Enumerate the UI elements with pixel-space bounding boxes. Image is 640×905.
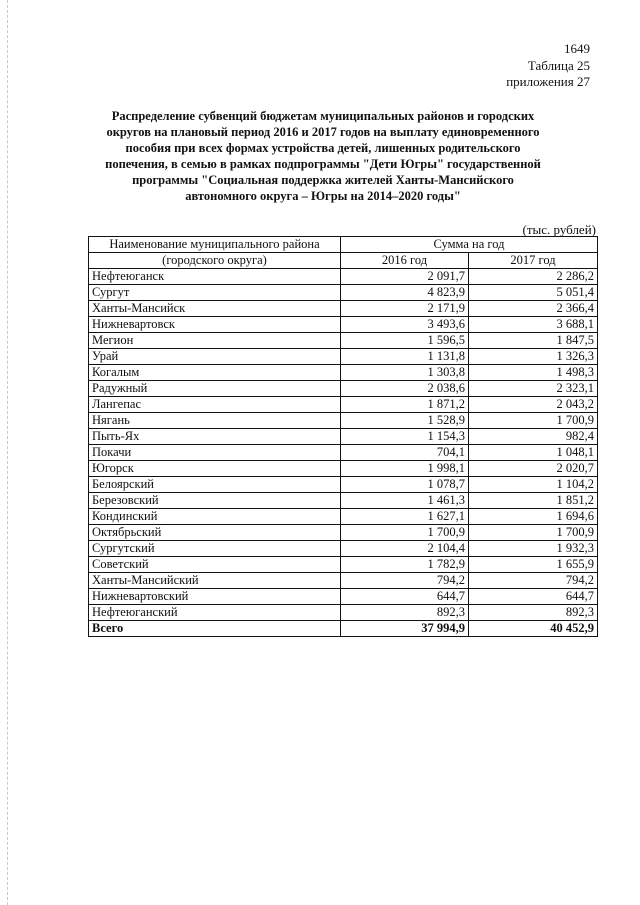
cell-name: Нефтеюганск (89, 269, 341, 285)
cell-2016: 3 493,6 (341, 317, 469, 333)
cell-name: Кондинский (89, 509, 341, 525)
cell-2017: 2 020,7 (469, 461, 598, 477)
column-header-2016: 2016 год (341, 253, 469, 269)
total-2016: 37 994,9 (341, 621, 469, 637)
table-row (89, 525, 598, 541)
table-row (89, 541, 598, 557)
table-row (89, 301, 598, 317)
cell-2016: 2 091,7 (341, 269, 469, 285)
table-row (89, 605, 598, 621)
cell-2017: 3 688,1 (469, 317, 598, 333)
cell-name: Березовский (89, 493, 341, 509)
cell-name: Пыть-Ях (89, 429, 341, 445)
table-reference (506, 58, 590, 90)
cell-2017: 1 694,6 (469, 509, 598, 525)
cell-name: Белоярский (89, 477, 341, 493)
cell-name: Лангепас (89, 397, 341, 413)
table-label: Таблица 25 (527, 58, 590, 73)
cell-name: Мегион (89, 333, 341, 349)
cell-name: Нижневартовск (89, 317, 341, 333)
cell-2016: 4 823,9 (341, 285, 469, 301)
document-title (88, 108, 558, 204)
title-line: округов на плановый период 2016 и 2017 годов на выплату единовременного (106, 125, 540, 139)
cell-2016: 892,3 (341, 605, 469, 621)
cell-name: Сургутский (89, 541, 341, 557)
table-row (89, 493, 598, 509)
cell-2017: 1 498,3 (469, 365, 598, 381)
cell-2017: 1 048,1 (469, 445, 598, 461)
table-row (89, 573, 598, 589)
cell-2017: 644,7 (469, 589, 598, 605)
table-row (89, 317, 598, 333)
cell-name: Урай (89, 349, 341, 365)
cell-2016: 1 782,9 (341, 557, 469, 573)
table-row (89, 589, 598, 605)
cell-2016: 794,2 (341, 573, 469, 589)
cell-2017: 1 700,9 (469, 525, 598, 541)
page-number: 1649 (564, 41, 590, 56)
cell-name: Югорск (89, 461, 341, 477)
cell-name: Октябрьский (89, 525, 341, 541)
cell-2017: 2 366,4 (469, 301, 598, 317)
cell-2016: 1 998,1 (341, 461, 469, 477)
cell-2016: 2 104,4 (341, 541, 469, 557)
cell-2017: 1 932,3 (469, 541, 598, 557)
table-row (89, 349, 598, 365)
cell-name: Сургут (89, 285, 341, 301)
table-body (89, 269, 598, 637)
table-total-row (89, 621, 598, 637)
cell-2017: 2 286,2 (469, 269, 598, 285)
cell-2017: 5 051,4 (469, 285, 598, 301)
cell-2017: 1 326,3 (469, 349, 598, 365)
cell-2017: 892,3 (469, 605, 598, 621)
table-row (89, 285, 598, 301)
cell-2017: 1 851,2 (469, 493, 598, 509)
table-header-row (89, 253, 598, 269)
cell-name: Советский (89, 557, 341, 573)
cell-2016: 1 871,2 (341, 397, 469, 413)
cell-name: Радужный (89, 381, 341, 397)
cell-name: Ханты-Мансийск (89, 301, 341, 317)
cell-2016: 2 038,6 (341, 381, 469, 397)
column-header-name-sub: (городского округа) (89, 253, 341, 269)
left-margin-line (7, 0, 8, 905)
column-header-2017: 2017 год (469, 253, 598, 269)
cell-2016: 1 078,7 (341, 477, 469, 493)
table-row (89, 477, 598, 493)
cell-2017: 794,2 (469, 573, 598, 589)
cell-name: Нягань (89, 413, 341, 429)
cell-2016: 2 171,9 (341, 301, 469, 317)
column-header-name: Наименование муниципального района (89, 237, 341, 253)
cell-2017: 1 847,5 (469, 333, 598, 349)
title-line: Распределение субвенций бюджетам муниципальных районов и городских (111, 109, 535, 123)
cell-name: Ханты-Мансийский (89, 573, 341, 589)
title-line: пособия при всех формах устройства детей, лишенных родительского (125, 141, 521, 155)
cell-2016: 1 627,1 (341, 509, 469, 525)
cell-2016: 1 154,3 (341, 429, 469, 445)
cell-2016: 1 596,5 (341, 333, 469, 349)
table-row (89, 445, 598, 461)
cell-2017: 1 655,9 (469, 557, 598, 573)
table-row (89, 557, 598, 573)
cell-2017: 1 104,2 (469, 477, 598, 493)
cell-name: Когалым (89, 365, 341, 381)
cell-2017: 982,4 (469, 429, 598, 445)
cell-name: Нижневартовский (89, 589, 341, 605)
cell-2016: 1 700,9 (341, 525, 469, 541)
table-row (89, 333, 598, 349)
title-line: программы "Социальная поддержка жителей Ханты-Мансийского (132, 173, 514, 187)
table-row (89, 269, 598, 285)
table-row (89, 509, 598, 525)
cell-2016: 704,1 (341, 445, 469, 461)
cell-name: Покачи (89, 445, 341, 461)
cell-2016: 644,7 (341, 589, 469, 605)
table-row (89, 413, 598, 429)
cell-2017: 2 043,2 (469, 397, 598, 413)
table-row (89, 381, 598, 397)
appendix-label: приложения 27 (506, 74, 590, 89)
table-row (89, 365, 598, 381)
cell-name: Нефтеюганский (89, 605, 341, 621)
total-label: Всего (89, 621, 341, 637)
unit-note: (тыс. рублей) (522, 222, 596, 237)
subsidy-table (88, 236, 598, 637)
cell-2016: 1 528,9 (341, 413, 469, 429)
table-row (89, 429, 598, 445)
table-row (89, 461, 598, 477)
cell-2016: 1 303,8 (341, 365, 469, 381)
total-2017: 40 452,9 (469, 621, 598, 637)
cell-2017: 1 700,9 (469, 413, 598, 429)
title-line: автономного округа – Югры на 2014–2020 годы" (185, 189, 461, 203)
cell-2017: 2 323,1 (469, 381, 598, 397)
title-line: попечения, в семью в рамках подпрограммы "Дети Югры" государственной (105, 157, 541, 171)
cell-2016: 1 131,8 (341, 349, 469, 365)
table-header-row (89, 237, 598, 253)
table-row (89, 397, 598, 413)
cell-2016: 1 461,3 (341, 493, 469, 509)
column-header-sum-group: Сумма на год (341, 237, 598, 253)
